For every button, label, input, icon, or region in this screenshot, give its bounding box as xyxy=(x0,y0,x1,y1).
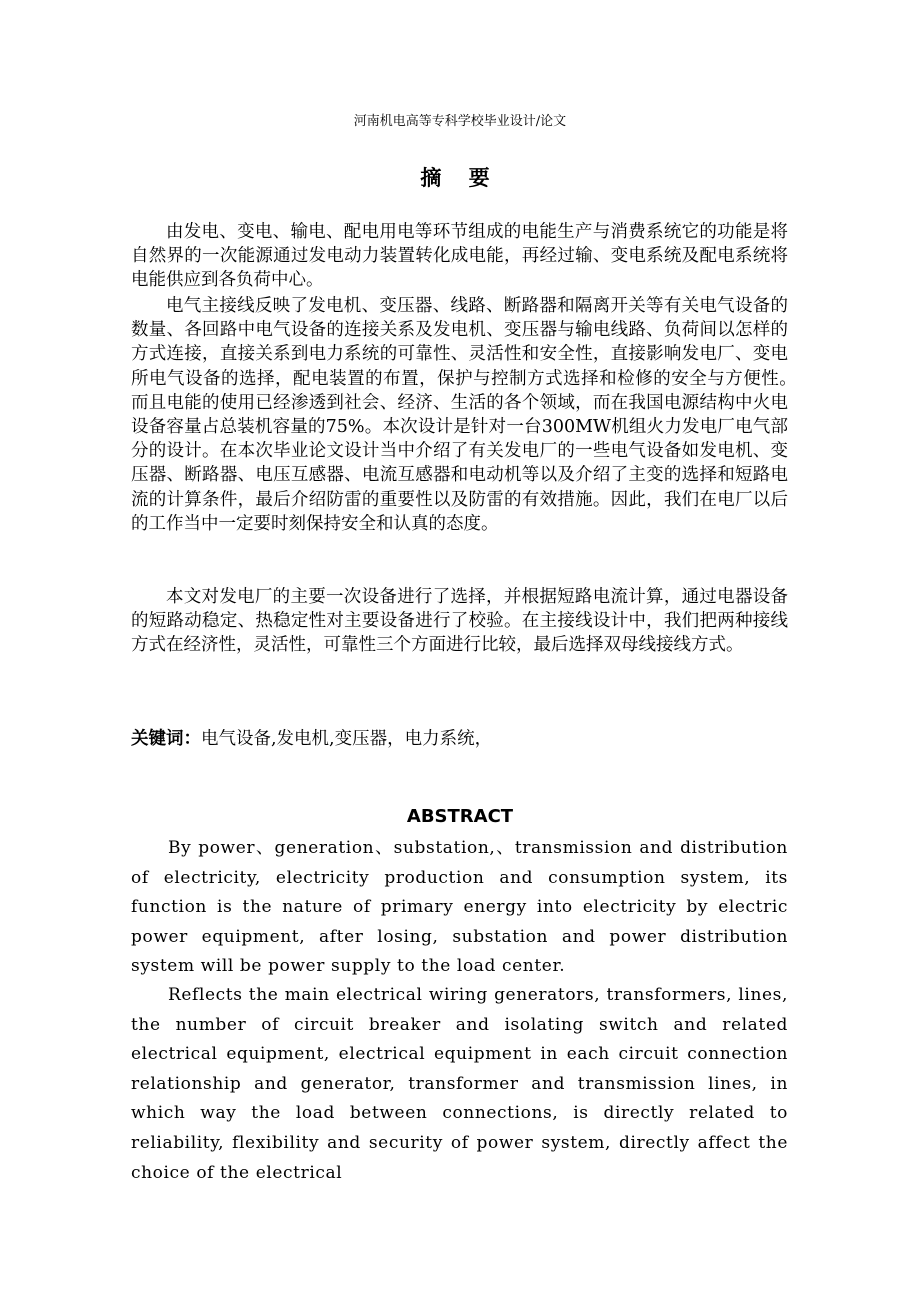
abstract-en-title: ABSTRACT xyxy=(406,806,514,827)
abstract-cn-paragraph-3 xyxy=(131,585,788,658)
page-header: 河南机电高等专科学校毕业设计/论文 xyxy=(353,114,567,129)
keywords-value: 电气设备,发电机,变压器，电力系统， xyxy=(201,729,493,749)
abstract-en-paragraph-1 xyxy=(131,834,788,982)
paragraph-text: Reflects the main electrical wiring generators, transformers, lines, the number of circuit breaker and isolating switch and related electrical equipment, electrical equipment in each circuit connection relationship and generator, transformer and transmission lines, in which way the load between connections, is directly related to reliability, flexibility and security of power system, directly affect the choice of the electrical xyxy=(131,985,788,1183)
paragraph-text: By power、generation、substation,、transmission and distribution of electricity, electricity production and consumption system, its function is the nature of primary energy into electricity by electric power equipment, after losing, substation and power distribution system will be power supply to the load center. xyxy=(131,838,788,977)
paragraph-text: 本文对发电厂的主要一次设备进行了选择，并根据短路电流计算，通过电器设备的短路动稳定、热稳定性对主要设备进行了校验。在主接线设计中，我们把两种接线方式在经济性，灵活性，可靠性三个方面进行比较，最后选择双母线接线方式。 xyxy=(131,587,788,656)
keywords-label: 关键词： xyxy=(131,729,201,749)
paragraph-text: 电气主接线反映了发电机、变压器、线路、断路器和隔离开关等有关电气设备的数量、各回路中电气设备的连接关系及发电机、变压器与输电线路、负荷间以怎样的方式连接，直接关系到电力系统的可靠性、灵活性和安全性，直接影响发电厂、变电所电气设备的选择，配电装置的布置，保护与控制方式选择和检修的安全与方便性。 而且电能的使用已经渗透到社会、经济、生活的各个领域，而在我国电源结构中火电设备容量占总装机容量的75%。本次设计是针对一台300MW机组火力发电厂电气部分的设计。在本次毕业论文设计当中介绍了有关发电厂的一些电气设备如发电机、变压器、断路器、电压互感器、电流互感器和电动机等以及介绍了主变的选择和短路电流的计算条件，最后介绍防雷的重要性以及防雷的有效措施。因此，我们在电厂以后的工作当中一定要时刻保持安全和认真的态度。 xyxy=(131,296,806,534)
abstract-en-paragraph-2 xyxy=(131,981,788,1188)
abstract-cn-paragraph-1 xyxy=(131,220,788,293)
keywords-line xyxy=(131,725,788,750)
abstract-cn-title: 摘 要 xyxy=(420,166,500,190)
abstract-cn-paragraph-2 xyxy=(131,294,806,536)
paragraph-text: 由发电、变电、输电、配电用电等环节组成的电能生产与消费系统它的功能是将自然界的一次能源通过发电动力装置转化成电能，再经过输、变电系统及配电系统将电能供应到各负荷中心。 xyxy=(131,222,788,291)
